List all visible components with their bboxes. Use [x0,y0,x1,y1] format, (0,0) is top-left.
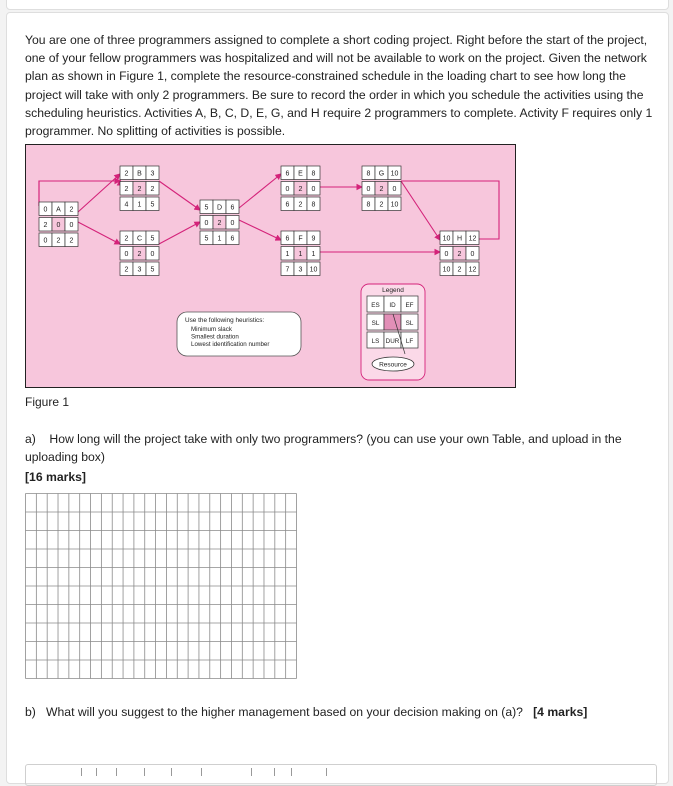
node-sl-left-value: 2 [124,186,129,193]
legend-cell-label: EF [405,302,414,309]
heuristics-title: Use the following heuristics: [185,317,265,324]
toolbar-separator [201,768,202,776]
toolbar-separator [251,768,252,776]
node-id-value: F [298,235,303,243]
node-sl-left-value: 0 [124,251,129,258]
activity-node-g [362,166,401,211]
node-es-value: 2 [124,170,129,178]
question-a [25,430,657,466]
node-dur-value: 1 [137,201,142,209]
node-id-value: H [456,235,463,243]
node-lf-value: 6 [230,235,235,243]
legend-cell-label: SL [371,320,380,327]
node-ls-value: 10 [442,266,451,274]
node-lf-value: 12 [468,266,477,274]
node-id-value: C [136,235,143,243]
node-ef-value: 12 [468,235,477,243]
legend-cell-label: SL [405,320,414,327]
node-id-value: G [378,170,385,178]
node-es-value: 6 [285,235,290,243]
legend-cell-label: ID [389,302,396,309]
node-sl-right-value: 0 [150,251,155,258]
node-dur-value: 2 [298,201,303,209]
toolbar-separator [274,768,275,776]
toolbar-separator [116,768,117,776]
node-lf-value: 10 [390,201,399,209]
toolbar-separator [291,768,292,776]
legend-title: Legend [382,287,404,294]
node-dur-value: 2 [457,266,462,274]
node-id-value: E [298,170,303,178]
grid-lines [26,494,297,679]
question-a-marks: [16 marks] [25,470,86,484]
answer-toolbar[interactable] [25,764,657,786]
legend-cell [384,314,401,330]
node-es-value: 8 [366,170,371,178]
node-ls-value: 0 [43,237,48,245]
intro-paragraph: You are one of three programmers assigned to complete a short coding project. Right before the start of the project, one of your fellow programmers was hospitalized and will not be available to work on the project. Given the network plan as shown in Figure 1, complete the resource-constrained schedule in the loading chart to see how long the project will take with only 2 programmers. Be sure to record the order in which you schedule the activities using the scheduling heuristics. Activities A, B, C, D, E, G, and H require 2 programmers to complete. Activity F requires only 1 programmer. No splitting of activities is possible. [25,33,653,139]
node-dur-value: 2 [56,237,61,245]
node-dur-value: 3 [137,266,142,274]
activity-node-b [120,166,159,211]
node-dur-value: 1 [217,235,222,243]
node-lf-value: 2 [69,237,74,245]
node-sl-left-value: 2 [43,222,48,229]
node-ef-value: 5 [150,235,155,243]
node-resource-value: 1 [298,251,303,258]
node-ef-value: 9 [311,235,316,243]
activity-node-d [200,200,239,245]
activity-node-h [440,231,479,276]
heuristic-item: Lowest identification number [191,341,270,348]
node-lf-value: 5 [150,266,155,274]
node-ef-value: 3 [150,170,155,178]
node-resource-value: 2 [298,186,303,193]
toolbar-separator [144,768,145,776]
node-es-value: 5 [204,204,209,212]
node-id-value: A [56,206,61,214]
legend-cell-label: LF [405,338,414,345]
node-lf-value: 5 [150,201,155,209]
question-b [25,703,657,721]
legend-cell-label: LS [371,338,380,345]
activity-node-a [39,202,78,247]
legend-cell-label: ES [371,302,380,309]
loading-chart-grid [25,493,297,679]
question-b-label: b) [25,705,36,719]
heuristic-item: Minimum slack [191,326,232,333]
node-resource-value: 2 [137,186,142,193]
node-lf-value: 8 [311,201,316,209]
node-resource-value: 2 [217,220,222,227]
node-ls-value: 8 [366,201,371,209]
legend-resource-label: Resource [379,361,407,369]
node-lf-value: 10 [309,266,318,274]
node-es-value: 6 [285,170,290,178]
node-sl-left-value: 0 [204,220,209,227]
activity-node-f [281,231,320,276]
node-sl-right-value: 1 [311,251,316,258]
toolbar-separator [81,768,82,776]
node-resource-value: 2 [379,186,384,193]
node-sl-left-value: 0 [285,186,290,193]
legend-cell-label: DUR [385,338,400,345]
node-ls-value: 4 [124,201,129,209]
node-id-value: D [216,204,223,212]
node-sl-left-value: 0 [366,186,371,193]
node-dur-value: 3 [298,266,303,274]
node-sl-right-value: 0 [230,220,235,227]
node-ef-value: 6 [230,204,235,212]
node-es-value: 10 [442,235,451,243]
network-figure [25,144,516,388]
node-dur-value: 2 [379,201,384,209]
node-sl-left-value: 1 [285,251,290,258]
node-ef-value: 8 [311,170,316,178]
node-ls-value: 2 [124,266,129,274]
answer-grid[interactable] [25,493,297,684]
toolbar-separator [326,768,327,776]
node-sl-right-value: 0 [392,186,397,193]
node-resource-value: 2 [137,251,142,258]
node-ls-value: 6 [285,201,290,209]
heuristics-box [177,312,301,356]
network-diagram [25,144,516,388]
node-ls-value: 7 [285,266,290,274]
node-sl-right-value: 0 [311,186,316,193]
node-ef-value: 2 [69,206,74,214]
node-resource-value: 0 [56,222,61,229]
question-b-text: What will you suggest to the higher management based on your decision making on (a)? [46,705,523,719]
question-a-label: a) [25,432,36,446]
figure-caption: Figure 1 [25,395,70,409]
toolbar-separator [96,768,97,776]
node-es-value: 0 [43,206,48,214]
node-id-value: B [137,170,142,178]
toolbar-separator [171,768,172,776]
node-sl-right-value: 0 [69,222,74,229]
node-ls-value: 5 [204,235,209,243]
question-a-text: How long will the project take with only two programmers? (you can use your own Table, and upload in the uploading box) [25,432,622,464]
node-resource-value: 2 [457,251,462,258]
question-b-marks: [4 marks] [533,705,588,719]
activity-node-e [281,166,320,211]
legend [361,284,425,380]
previous-card [6,0,669,10]
node-ef-value: 10 [390,170,399,178]
node-sl-right-value: 0 [470,251,475,258]
activity-node-c [120,231,159,276]
node-sl-left-value: 0 [444,251,449,258]
heuristic-item: Smallest duration [191,333,239,341]
node-es-value: 2 [124,235,129,243]
node-sl-right-value: 2 [150,186,155,193]
